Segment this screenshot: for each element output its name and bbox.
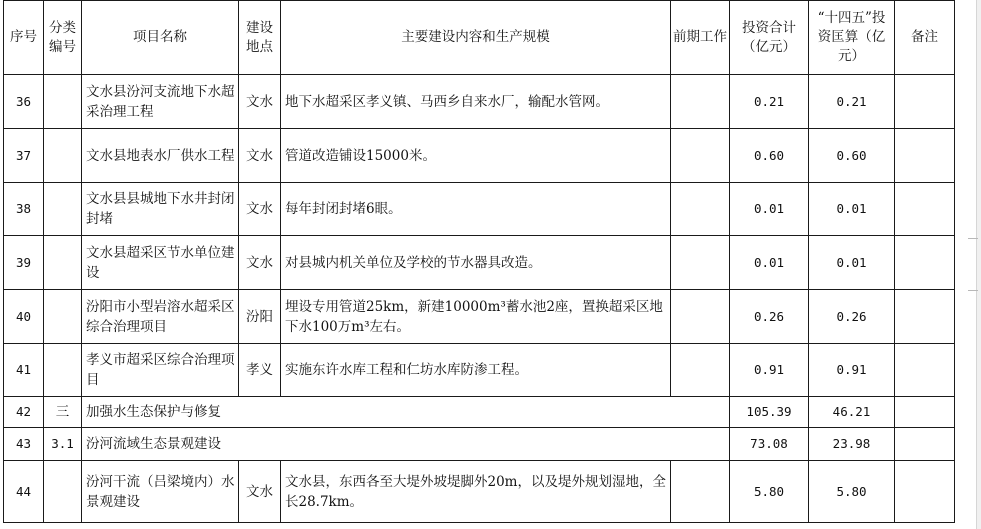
table-row — [4, 344, 955, 397]
cell-category — [44, 344, 82, 397]
cell-remarks — [895, 344, 955, 397]
header-main-content: 主要建设内容和生产规模 — [281, 1, 671, 75]
cell-plan-investment: 0.01 — [809, 236, 895, 290]
investment-table — [3, 0, 955, 523]
cell-seq: 37 — [4, 129, 44, 183]
cell-project-name: 孝义市超采区综合治理项目 — [82, 344, 239, 397]
cell-remarks — [895, 183, 955, 236]
table-row — [4, 461, 955, 523]
cell-location: 文水 — [239, 236, 281, 290]
cell-location: 文水 — [239, 461, 281, 523]
header-plan-investment: “十四五”投资匡算（亿元） — [809, 1, 895, 75]
cell-total-investment: 0.01 — [730, 236, 809, 290]
cell-category — [44, 129, 82, 183]
header-remarks: 备注 — [895, 1, 955, 75]
header-location: 建设地点 — [239, 1, 281, 75]
section-row — [4, 397, 955, 428]
table-row — [4, 236, 955, 290]
cell-project-name: 文水县地表水厂供水工程 — [82, 129, 239, 183]
cell-location: 汾阳 — [239, 290, 281, 344]
cell-location: 孝义 — [239, 344, 281, 397]
cell-project-name: 汾河干流（吕梁境内）水景观建设 — [82, 461, 239, 523]
cell-seq: 40 — [4, 290, 44, 344]
cell-plan-investment: 0.26 — [809, 290, 895, 344]
cell-content: 文水县，东西各至大堤外坡堤脚外20m，以及堤外规划湿地，全长28.7km。 — [281, 461, 671, 523]
header-category-code: 分类编号 — [44, 1, 82, 75]
cell-remarks — [895, 129, 955, 183]
cell-seq: 41 — [4, 344, 44, 397]
cell-location: 文水 — [239, 183, 281, 236]
cell-seq: 36 — [4, 75, 44, 129]
cell-preliminary — [671, 183, 730, 236]
cell-preliminary — [671, 461, 730, 523]
table-row — [4, 290, 955, 344]
cell-project-name: 文水县超采区节水单位建设 — [82, 236, 239, 290]
header-preliminary-work: 前期工作 — [671, 1, 730, 75]
cell-preliminary — [671, 236, 730, 290]
header-seq: 序号 — [4, 1, 44, 75]
header-row — [4, 1, 955, 75]
cell-content: 每年封闭封堵6眼。 — [281, 183, 671, 236]
cell-location: 文水 — [239, 75, 281, 129]
header-project-name: 项目名称 — [82, 1, 239, 75]
cell-section-title: 汾河流域生态景观建设 — [82, 428, 730, 461]
cell-seq: 39 — [4, 236, 44, 290]
table-row — [4, 183, 955, 236]
cell-remarks — [895, 428, 955, 461]
header-total-investment: 投资合计（亿元） — [730, 1, 809, 75]
cell-content: 实施东许水库工程和仁坊水库防渗工程。 — [281, 344, 671, 397]
cell-seq: 44 — [4, 461, 44, 523]
cell-plan-investment: 0.21 — [809, 75, 895, 129]
cell-content: 地下水超采区孝义镇、马西乡自来水厂，输配水管网。 — [281, 75, 671, 129]
cell-preliminary — [671, 129, 730, 183]
cell-total-investment: 73.08 — [730, 428, 809, 461]
cell-plan-investment: 23.98 — [809, 428, 895, 461]
page-edge-marker — [968, 238, 978, 239]
cell-remarks — [895, 397, 955, 428]
cell-section-title: 加强水生态保护与修复 — [82, 397, 730, 428]
cell-remarks — [895, 461, 955, 523]
page-edge-marker — [968, 290, 978, 291]
cell-plan-investment: 0.60 — [809, 129, 895, 183]
section-row — [4, 428, 955, 461]
cell-category — [44, 183, 82, 236]
cell-total-investment: 5.80 — [730, 461, 809, 523]
cell-plan-investment: 5.80 — [809, 461, 895, 523]
cell-content: 管道改造铺设15000米。 — [281, 129, 671, 183]
cell-seq: 42 — [4, 397, 44, 428]
cell-remarks — [895, 236, 955, 290]
cell-total-investment: 105.39 — [730, 397, 809, 428]
cell-category — [44, 290, 82, 344]
table-row — [4, 75, 955, 129]
cell-category: 3.1 — [44, 428, 82, 461]
cell-plan-investment: 46.21 — [809, 397, 895, 428]
cell-total-investment: 0.60 — [730, 129, 809, 183]
cell-remarks — [895, 75, 955, 129]
cell-category — [44, 75, 82, 129]
cell-total-investment: 0.21 — [730, 75, 809, 129]
table-row — [4, 129, 955, 183]
cell-preliminary — [671, 344, 730, 397]
cell-remarks — [895, 290, 955, 344]
cell-preliminary — [671, 290, 730, 344]
cell-preliminary — [671, 75, 730, 129]
page-edge-strip — [976, 0, 981, 529]
cell-total-investment: 0.01 — [730, 183, 809, 236]
cell-plan-investment: 0.91 — [809, 344, 895, 397]
investment-table-sheet — [3, 0, 955, 523]
cell-seq: 43 — [4, 428, 44, 461]
cell-category: 三 — [44, 397, 82, 428]
cell-total-investment: 0.26 — [730, 290, 809, 344]
cell-content: 对县城内机关单位及学校的节水器具改造。 — [281, 236, 671, 290]
cell-project-name: 汾阳市小型岩溶水超采区综合治理项目 — [82, 290, 239, 344]
cell-plan-investment: 0.01 — [809, 183, 895, 236]
cell-content: 埋设专用管道25km，新建10000m³蓄水池2座，置换超采区地下水100万m³左右。 — [281, 290, 671, 344]
cell-location: 文水 — [239, 129, 281, 183]
cell-category — [44, 461, 82, 523]
cell-total-investment: 0.91 — [730, 344, 809, 397]
cell-category — [44, 236, 82, 290]
cell-project-name: 文水县县城地下水井封闭封堵 — [82, 183, 239, 236]
cell-project-name: 文水县汾河支流地下水超采治理工程 — [82, 75, 239, 129]
cell-seq: 38 — [4, 183, 44, 236]
